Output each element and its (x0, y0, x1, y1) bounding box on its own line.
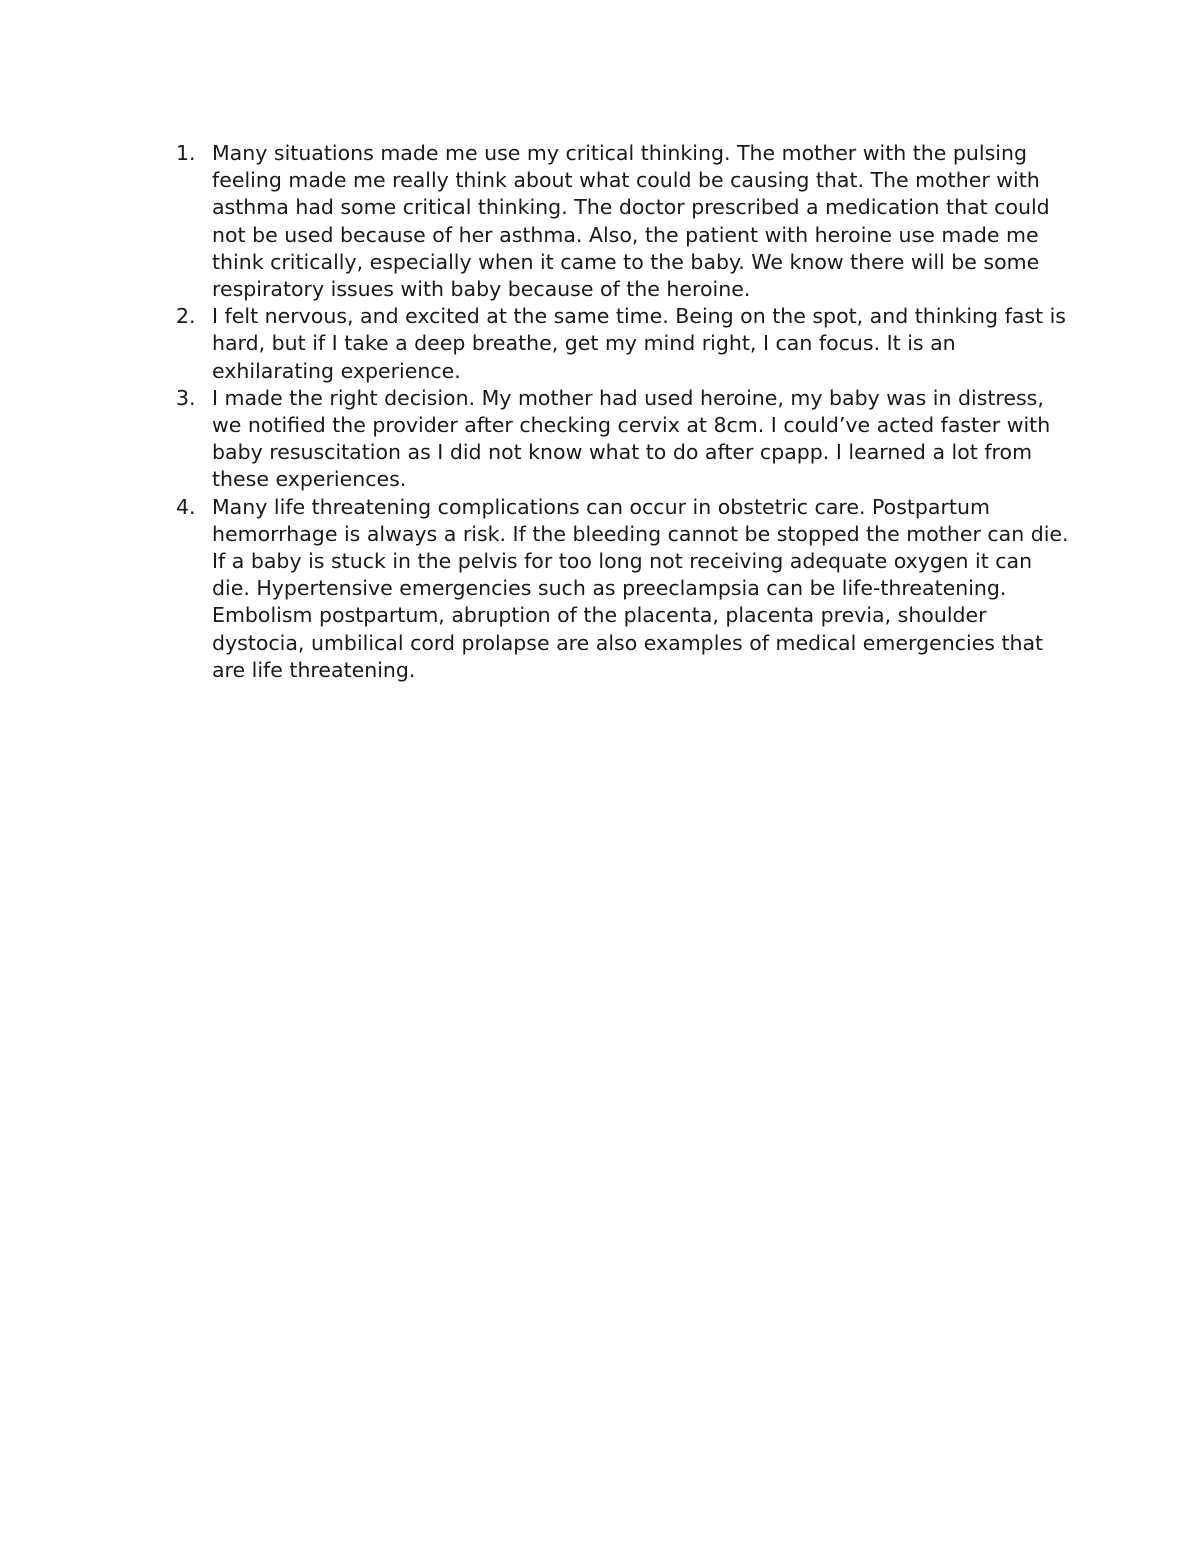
numbered-list (172, 140, 1072, 684)
list-item-number: 2. (176, 304, 196, 329)
list-item-text: Many situations made me use my critical thinking. The mother with the pulsing feeling made me really think about what could be causing that. The mother with asthma had some critical thinking. The doctor prescribed a medication that could not be used because of her asthma. Also, the patient with heroine use made me think critically, especially when it came to the baby. We know there will be some respiratory issues with baby because of the heroine. (212, 141, 1050, 302)
list-item-number: 3. (176, 385, 196, 410)
list-item-3 (172, 385, 1072, 494)
list-item-4 (172, 494, 1072, 684)
list-item-number: 4. (176, 494, 196, 519)
list-item-2 (172, 303, 1072, 385)
list-item-number: 1. (176, 141, 196, 165)
list-item-text: Many life threatening complications can occur in obstetric care. Postpartum hemorrhage is always a risk. If the bleeding cannot be stopped the mother can die. If a baby is stuck in the pelvis for too long not receiving adequate oxygen it can die. Hypertensive emergencies such as preeclampsia can be life-threatening. Embolism postpartum, abruption of the placenta, placenta previa, shoulder dystocia, umbilical cord prolapse are also examples of medical emergencies that are life threatening. (212, 494, 1069, 682)
list-item-text: I made the right decision. My mother had used heroine, my baby was in distress, we notified the provider after checking cervix at 8cm. I could’ve acted faster with baby resuscitation as I did not know what to do after cpapp. I learned a lot from these experiences. (212, 385, 1051, 492)
list-item-1 (172, 140, 1072, 303)
list-item-text: I felt nervous, and excited at the same time. Being on the spot, and thinking fast is hard, but if I take a deep breathe, get my mind right, I can focus. It is an exhilarating experience. (212, 304, 1066, 383)
